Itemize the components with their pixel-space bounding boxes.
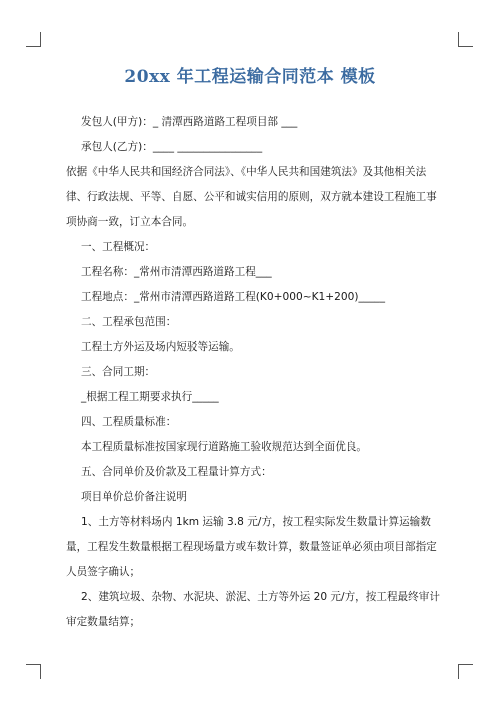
quality-line: 本工程质量标准按国家现行道路施工验收规范达到全面优良。 [81, 441, 368, 453]
section-heading-5: 五、合同单价及价款及工程量计算方式： [81, 466, 272, 478]
section-heading-1: 一、工程概况： [81, 241, 156, 253]
project-name-line: 工程名称：_常州市清潭西路道路工程___ [81, 266, 272, 278]
preamble-paragraph: 依据《中华人民共和国经济合同法》、《中华人民共和国建筑法》及其他相关法律、行政法规、平等、自愿、公平和诚实信用的原则，双方就本建设工程施工事项协商一致，订立本合同。 [66, 166, 437, 228]
party-b-line: 承包人(乙方)：____ ________________ [81, 141, 263, 153]
pricing-item-1: 1、土方等材料场内 1km 运输 3.8 元/方，按工程实际发生数量计算运输数量，工程发生数量根据工程现场量方或车数计算，数量签证单必须由项目部指定人员签字确认； [66, 516, 437, 578]
pricing-header-line: 项目单价总价备注说明 [81, 491, 187, 503]
pricing-item-2: 2、建筑垃圾、杂物、水泥块、淤泥、土方等外运 20 元/方，按工程最终审计审定数量结算； [66, 591, 440, 628]
crop-mark-bottom-right [458, 664, 473, 679]
project-location-line: 工程地点：_常州市清潭西路道路工程(K0+000~K1+200)_____ [81, 291, 385, 303]
scope-line: 工程土方外运及场内短驳等运输。 [81, 341, 240, 353]
schedule-line: _根据工程工期要求执行_____ [81, 391, 219, 403]
crop-mark-top-left [26, 32, 41, 47]
document-title: 20xx 年工程运输合同范本 模板 [124, 67, 376, 87]
document-body [66, 110, 440, 635]
crop-mark-bottom-left [26, 664, 41, 679]
section-heading-2: 二、工程承包范围： [81, 316, 177, 328]
section-heading-3: 三、合同工期： [81, 366, 156, 378]
party-a-line: 发包人(甲方)：_ 清潭西路道路工程项目部 ___ [81, 116, 298, 128]
crop-mark-top-right [458, 32, 473, 47]
section-heading-4: 四、工程质量标准： [81, 416, 177, 428]
